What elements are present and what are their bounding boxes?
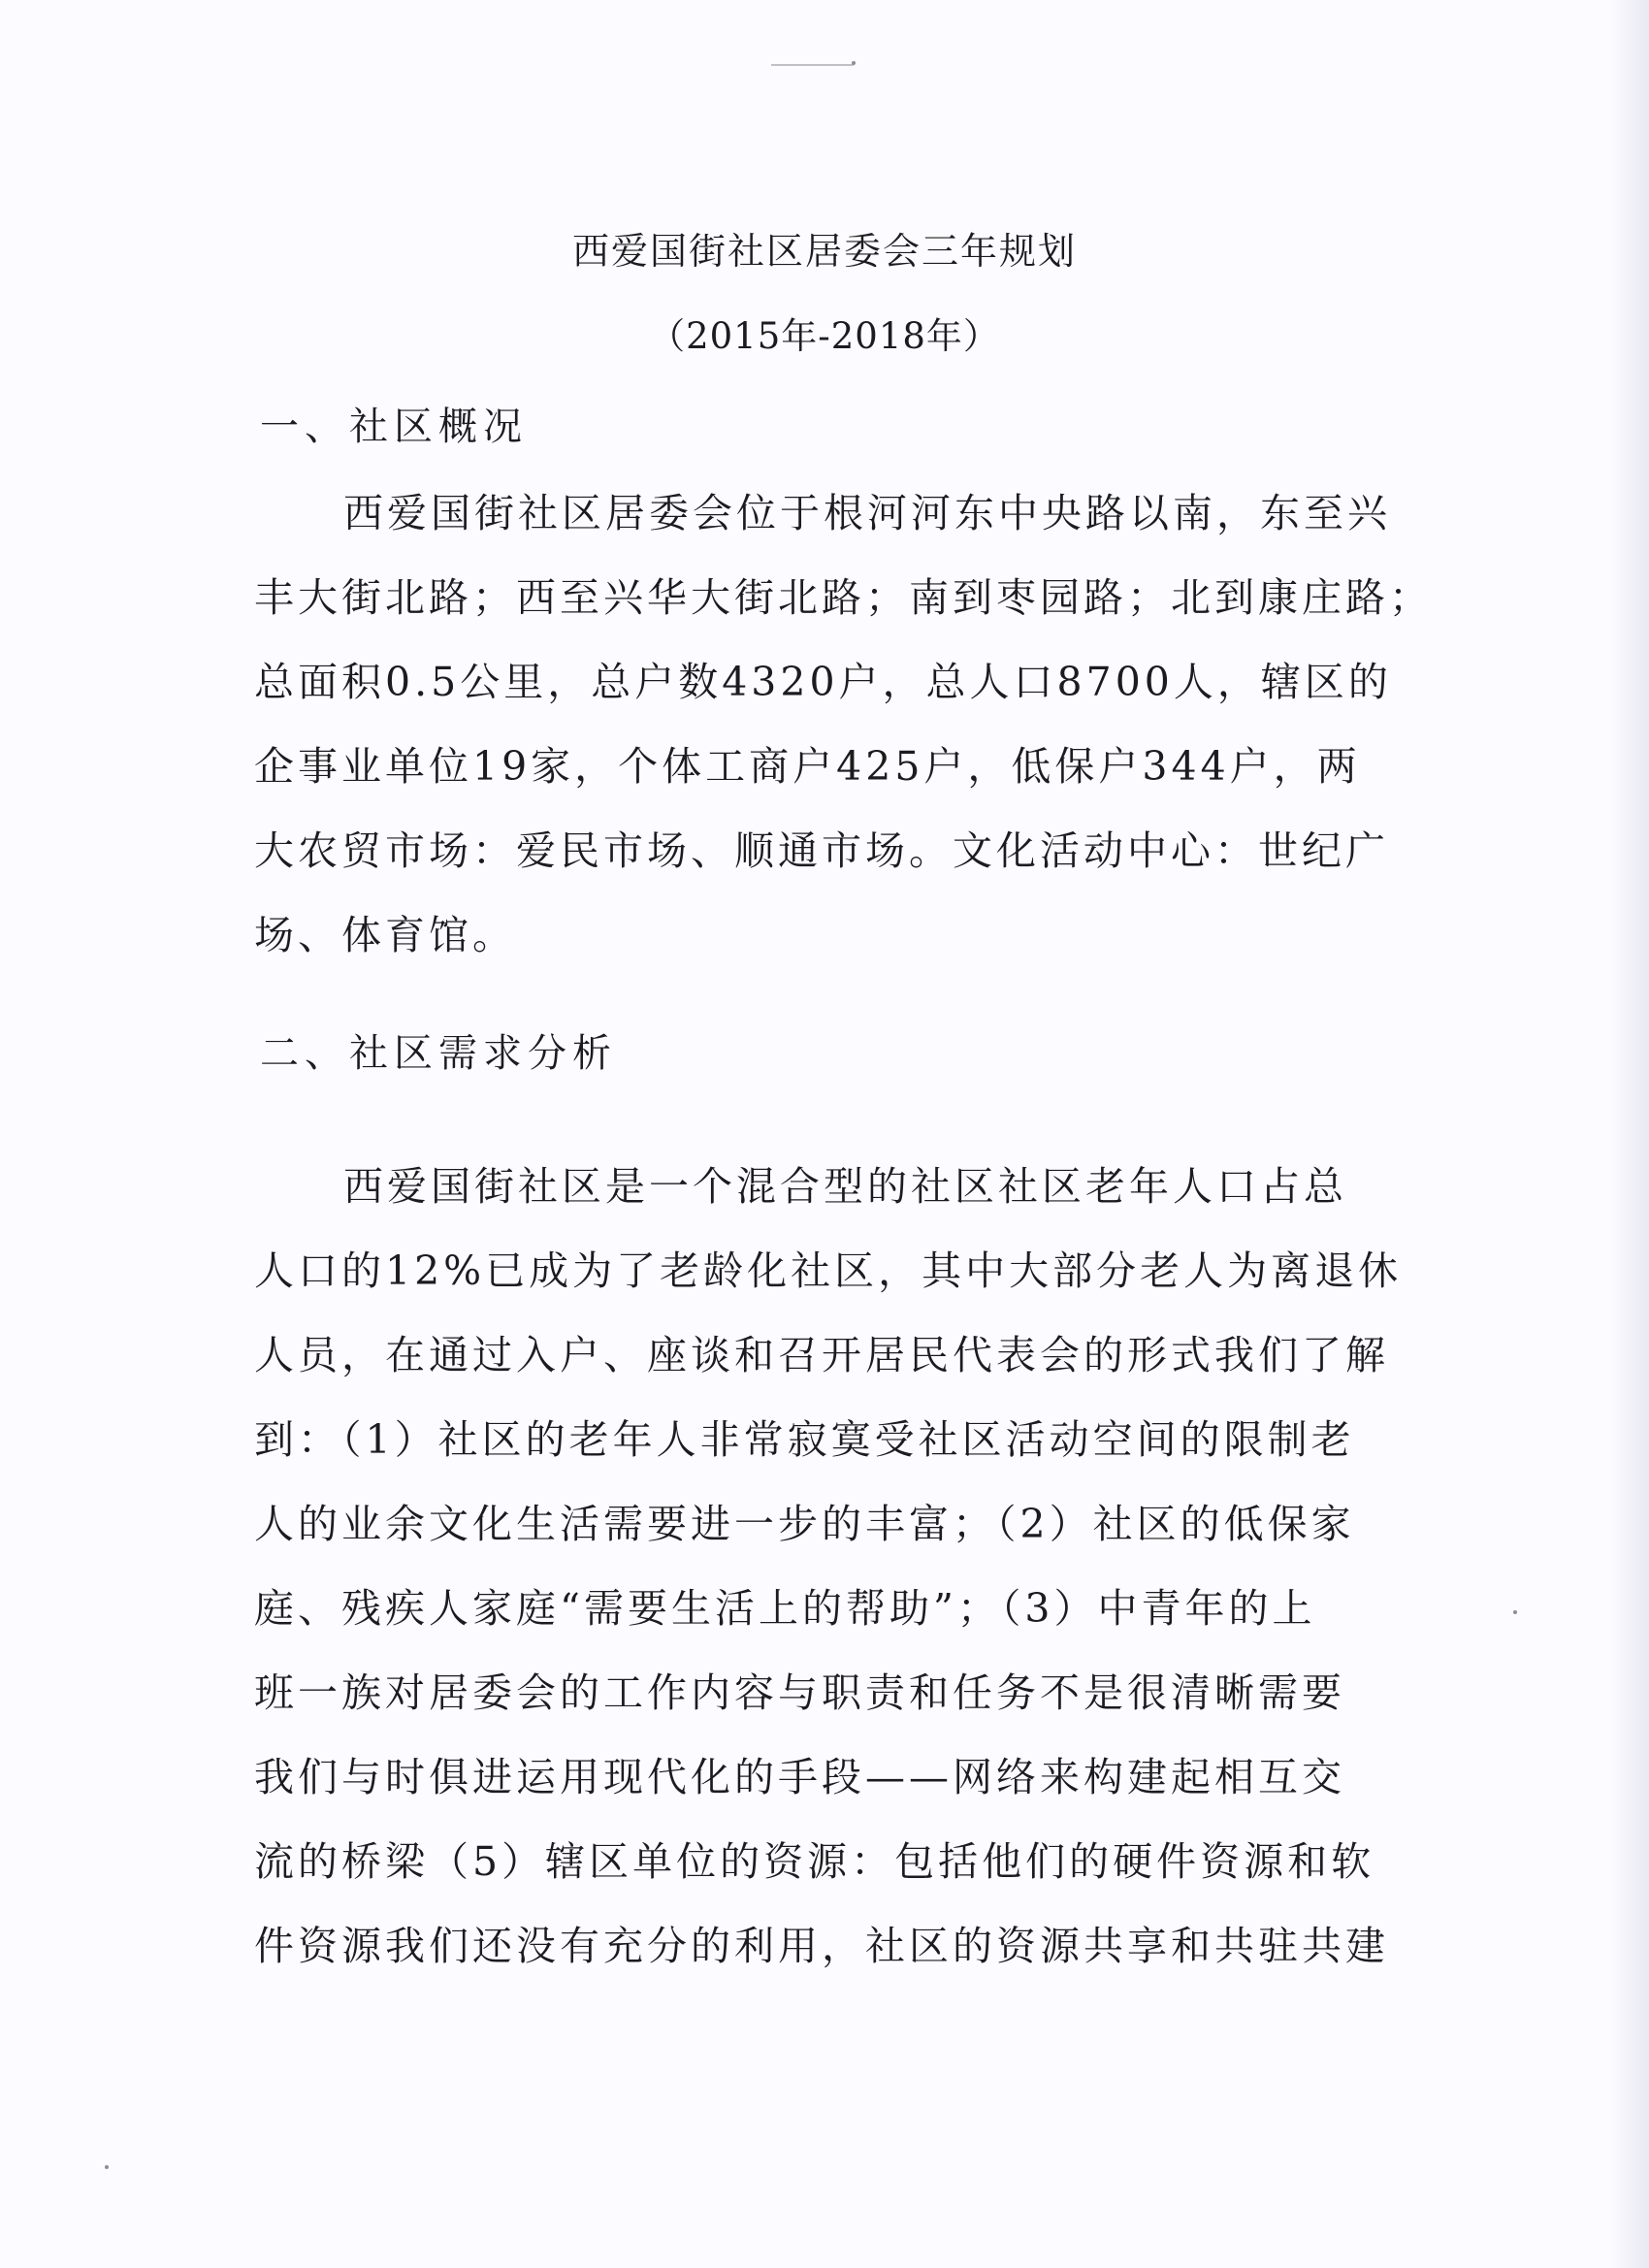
paragraph-line: 人的业余文化生活需要进一步的丰富；（2）社区的低保家	[254, 1501, 1355, 1547]
section-paragraph	[254, 1154, 1403, 1998]
section-heading: 二、社区需求分析	[260, 1031, 617, 1076]
paragraph-line: 人员，在通过入户、座谈和召开居民代表会的形式我们了解	[254, 1332, 1389, 1378]
paragraph-line: 丰大街北路；西至兴华大街北路；南到枣园路；北到康庄路；	[254, 574, 1433, 621]
scan-dot	[105, 2165, 109, 2169]
paragraph-line: 场、体育馆。	[254, 912, 516, 958]
paragraph-line: 我们与时俱进运用现代化的手段——网络来构建起相互交	[254, 1754, 1345, 1800]
paragraph-line: 流的桥梁（5）辖区单位的资源：包括他们的硬件资源和软	[254, 1838, 1375, 1885]
document-subtitle: （2015年-2018年）	[649, 315, 1000, 357]
scan-dot	[1513, 1610, 1517, 1614]
section-heading: 一、社区概况	[260, 405, 528, 449]
section-paragraph	[254, 481, 1433, 988]
paragraph-line: 件资源我们还没有充分的利用，社区的资源共享和共驻共建	[254, 1923, 1389, 1969]
document-title: 西爱国街社区居委会三年规划	[571, 230, 1077, 273]
paragraph-line: 到：（1）社区的老年人非常寂寞受社区活动空间的限制老	[254, 1416, 1355, 1463]
paragraph-line: 企事业单位19家，个体工商户425户，低保户344户，两	[254, 743, 1361, 790]
paragraph-line: 西爱国街社区居委会位于根河河东中央路以南，东至兴	[343, 490, 1391, 536]
paragraph-line: 大农贸市场：爱民市场、顺通市场。文化活动中心：世纪广	[254, 827, 1389, 874]
paragraph-line: 西爱国街社区是一个混合型的社区社区老年人口占总	[343, 1163, 1347, 1210]
paragraph-line: 总面积0.5公里，总户数4320户，总人口8700人，辖区的	[254, 659, 1392, 705]
scan-dot	[852, 61, 856, 65]
paragraph-line: 庭、残疾人家庭“需要生活上的帮助”；（3）中青年的上	[254, 1585, 1316, 1632]
paragraph-line: 人口的12%已成为了老龄化社区，其中大部分老人为离退休	[254, 1247, 1403, 1294]
scan-mark	[771, 64, 854, 66]
paragraph-line: 班一族对居委会的工作内容与职责和任务不是很清晰需要	[254, 1669, 1345, 1716]
